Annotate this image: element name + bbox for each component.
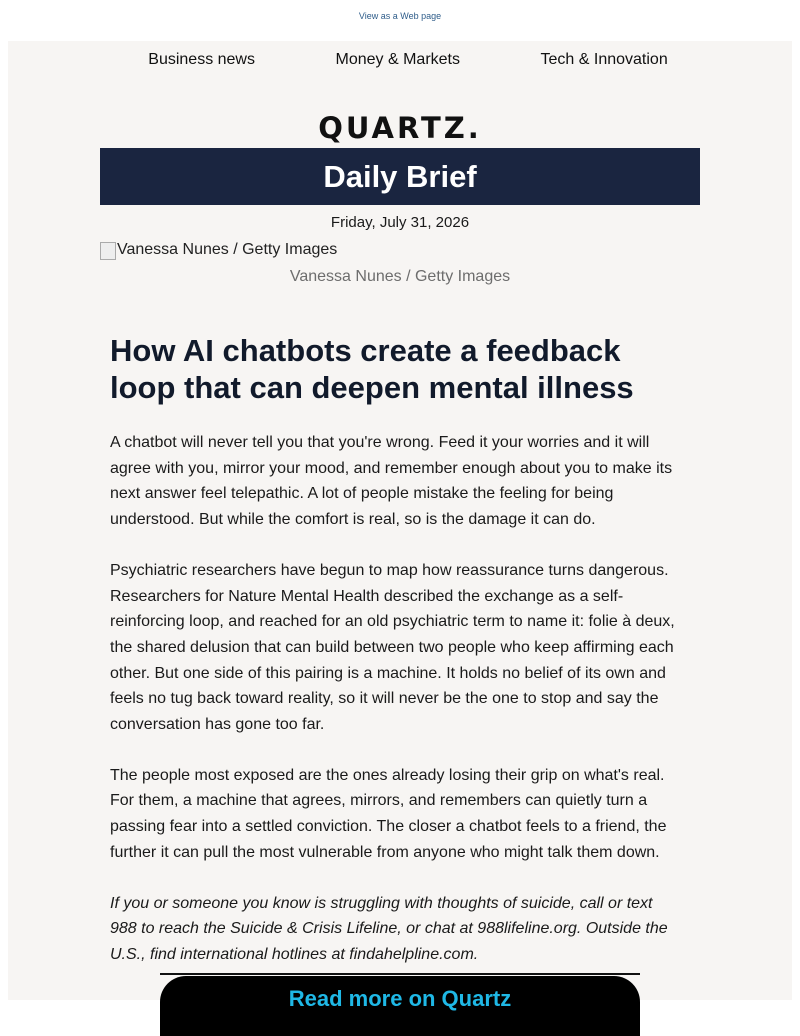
cta-container [160,973,640,1033]
article-headline[interactable]: How AI chatbots create a feedback loop that can deepen mental illness [110,333,634,405]
nav-money-markets[interactable]: Money & Markets [335,51,460,68]
section-nav [108,41,708,79]
article-paragraph: The people most exposed are the ones already losing their grip on what's real. For them, a machine that agrees, mirrors, and remembers can quietly turn a passing fear into a settled conviction. The closer a chatbot feels to a friend, the further it can pull the most vulnerable from anyone who might talk them down. [110,766,667,861]
nav-tech-innovation[interactable]: Tech & Innovation [540,51,668,68]
newsletter-body [8,41,792,1011]
banner-title: Daily Brief [323,158,477,194]
crisis-lifeline-notice: If you or someone you know is struggling with thoughts of suicide, call or text 988 to reach the Suicide & Crisis Lifeline, or chat at 988lifeline.org. Outside the U.S., find international hotlines at findahelpline.com. [110,894,668,963]
top-bar [0,0,800,41]
hero-image-alt-text: Vanessa Nunes / Getty Images [117,241,338,258]
cta-divider [160,973,640,975]
issue-date: Friday, July 31, 2026 [330,214,470,231]
read-more-button[interactable]: Read more on Quartz [160,976,640,1036]
image-caption: Vanessa Nunes / Getty Images [289,268,511,285]
view-as-web-page-link[interactable]: View as a Web page [358,10,442,21]
daily-brief-banner [100,148,700,205]
article-paragraph: A chatbot will never tell you that you're wrong. Feed it your worries and it will agree with you, mirror your mood, and remember enough about you to make its next answer feel telepathic. A lot of people mistake the feeling for being understood. But while the comfort is real, so is the damage it can do. [110,434,673,529]
hero-image[interactable] [100,240,337,260]
quartz-logo[interactable]: QUARTZ. [318,111,482,145]
nav-business-news[interactable]: Business news [148,51,255,68]
article [110,332,680,993]
broken-image-icon [100,242,116,260]
article-paragraph: Psychiatric researchers have begun to map how reassurance turns dangerous. Researchers for Nature Mental Health described the exchange as a self-reinforcing loop, and reached for an old psychiatric term to name it: folie à deux, the shared delusion that can build between two people who keep affirming each other. But one side of this pairing is a machine. It holds no belief of its own and feels no tug back toward reality, so it will never be the one to stop and say the conversation has gone too far. [110,561,675,734]
